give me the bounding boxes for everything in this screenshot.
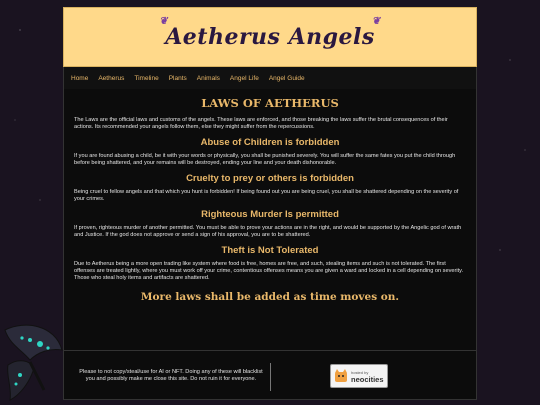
- nav-angel-life[interactable]: Angel Life: [229, 74, 259, 82]
- footer: [63, 350, 477, 400]
- badge-small-text: hosted by: [351, 370, 369, 375]
- section-heading: Theft is Not Tolerated: [221, 245, 319, 256]
- closing-text: More laws shall be added as time moves on.: [140, 291, 400, 303]
- intro-text: The Laws are the official laws and customs of the angels. These laws are enforced, and those breaking the laws suffer the brutal consequences of their actions. Its recommended your angels follow them, else they might suffer from the repercussions.: [74, 117, 448, 130]
- page-wrapper: [63, 7, 477, 359]
- section-heading: Abuse of Children is forbidden: [200, 137, 340, 148]
- main-nav: [63, 67, 477, 89]
- section-body: Being cruel to fellow angels and that which you hunt is forbidden! If being found out you are being cruel, you shall be shattered depending on the severity of your crimes.: [74, 189, 459, 202]
- footer-divider: [270, 363, 271, 391]
- section-heading: Cruelty to prey or others is forbidden: [186, 173, 354, 184]
- badge-big-text: neocities: [351, 375, 384, 384]
- disclaimer-text: Please to not copy/steal/use for AI or NFT. Doing any of these will blacklist you and possibly make me close this site. Do not ruin it for everyone.: [79, 369, 263, 382]
- section-heading: Righteous Murder Is permitted: [201, 209, 339, 220]
- nav-aetherus[interactable]: Aetherus: [98, 74, 125, 82]
- nav-plants[interactable]: Plants: [168, 74, 187, 82]
- butterfly-decoration-icon: [0, 320, 70, 405]
- page-title: LAWS OF AETHERUS: [201, 96, 339, 110]
- site-logo[interactable]: [159, 16, 381, 50]
- neocities-cat-icon: [334, 369, 348, 383]
- nav-home[interactable]: Home: [71, 74, 89, 82]
- nav-animals[interactable]: Animals: [196, 74, 220, 82]
- nav-angel-guide[interactable]: Angel Guide: [268, 74, 305, 82]
- section-body: If proven, righteous murder of another permitted. You must be able to prove your actions are in the right, and would be supported by the Angelic god of wrath and Justice. If the god does not approve or send a sign of his approval, you are to be shattered.: [74, 225, 462, 238]
- section-body: Due to Aetherus being a more open trading like system where food is free, homes are free, and such, stealing items and such is not tolerated. The first offenses are treated lightly, where you must work off your crime, contentious offenses means you are given a ward and locked in a cell depending on severity. Those who steal holy items and artifacts are shattered.: [74, 261, 464, 281]
- logo-text: Aetherus Angels: [165, 24, 375, 50]
- main-content: [63, 89, 477, 359]
- section-body: If you are found abusing a child, be it with your words or physically, you shall be punished severely. You will suffer the same fates you put the child through before being shattered, and your remains will be destroyed, ending your line and your death dishonorable.: [74, 153, 456, 166]
- butterfly-icon: ❦: [159, 16, 169, 27]
- site-banner: [63, 7, 477, 67]
- butterfly-icon: ❦: [371, 16, 381, 27]
- neocities-badge[interactable]: [330, 364, 388, 388]
- nav-timeline[interactable]: Timeline: [134, 74, 159, 82]
